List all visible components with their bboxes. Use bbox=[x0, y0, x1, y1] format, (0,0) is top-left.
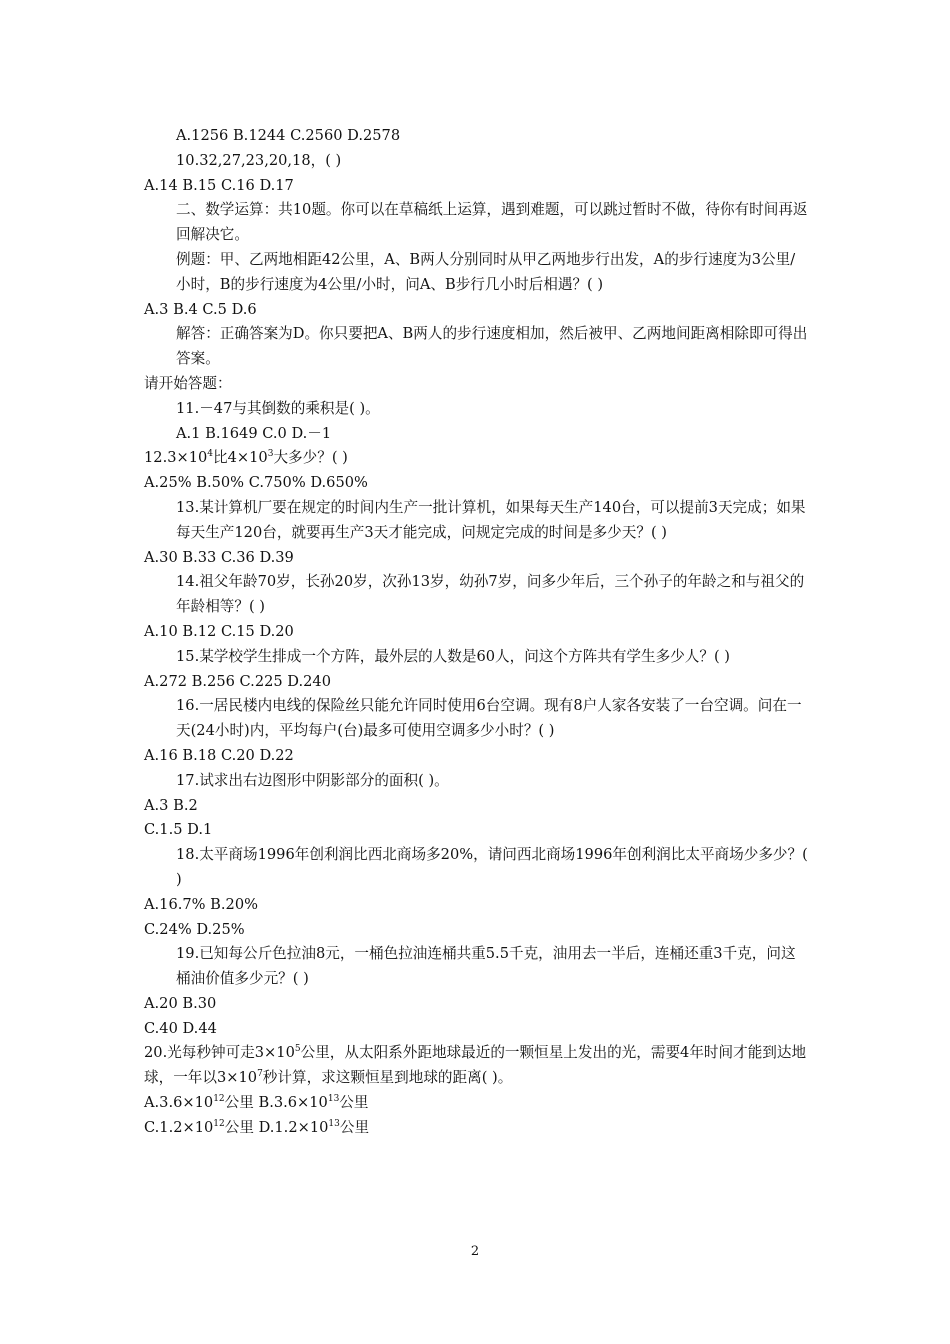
q17-options-cd: C.1.5 D.1 bbox=[144, 821, 213, 839]
q14-text: 14.祖父年龄70岁，长孙20岁，次孙13岁，幼孙7岁，问多少年后，三个孙子的年龄之和与祖父的年龄相等？( ) bbox=[176, 573, 805, 616]
q13-text: 13.某计算机厂要在规定的时间内生产一批计算机，如果每天生产140台，可以提前3天完成；如果每天生产120台，就要再生产3天才能完成，问规定完成的时间是多少天？( ) bbox=[176, 498, 806, 541]
q15-options: A.272 B.256 C.225 D.240 bbox=[144, 672, 331, 690]
q12-text: $12.3\times 10^4$比$4\times 10^3$大多少？( ) bbox=[144, 449, 348, 467]
q11-text: 11.－47与其倒数的乘积是( )。 bbox=[176, 399, 380, 417]
q19-options-cd: C.40 D.44 bbox=[144, 1019, 217, 1037]
q20-options-ab: $A.3.6\times 10^{12}$公里 $B.3.6\times 10^{13}$公里 bbox=[144, 1094, 369, 1112]
q16-text: 16.一居民楼内电线的保险丝只能允许同时使用6台空调。现有8户人家各安装了一台空调。问在一天(24小时)内，平均每户(台)最多可使用空调多少小时？( ) bbox=[176, 697, 802, 740]
q13-options: A.30 B.33 C.36 D.39 bbox=[144, 548, 294, 566]
example-answer: 解答：正确答案为D。你只要把A、B两人的步行速度相加，然后被甲、乙两地间距离相除即可得出答案。 bbox=[176, 325, 808, 368]
page-number: 2 bbox=[470, 1244, 480, 1259]
q20-options-cd: $C.1.2\times 10^{12}$公里 $D.1.2\times 10^{13}$公里 bbox=[144, 1118, 370, 1136]
q20-text: 20.光每秒钟可走$3\times 10^5$公里，从太阳系外距地球最近的一颗恒星上发出的光，需要4年时间才能到达地球，一年以$3\times 10^7$秒计算，求这颗恒星到地球的距离( )。 bbox=[144, 1044, 807, 1087]
example-question: 例题：甲、乙两地相距42公里，A、B两人分别同时从甲乙两地步行出发，A的步行速度为3公里/小时，B的步行速度为4公里/小时，问A、B步行几小时后相遇？( ) bbox=[176, 250, 796, 293]
q18-options-ab: A.16.7% B.20% bbox=[144, 895, 258, 913]
example-options: A.3 B.4 C.5 D.6 bbox=[144, 300, 257, 318]
q17-options-ab: A.3 B.2 bbox=[144, 796, 198, 814]
q19-options-ab: A.20 B.30 bbox=[144, 994, 217, 1012]
start-prompt: 请开始答题： bbox=[144, 374, 232, 392]
q15-text: 15.某学校学生排成一个方阵，最外层的人数是60人，问这个方阵共有学生多少人？( ) bbox=[176, 647, 730, 665]
q10-options: A.14 B.15 C.16 D.17 bbox=[144, 176, 294, 194]
q12-options: A.25% B.50% C.750% D.650% bbox=[144, 474, 368, 492]
q11-options: A.1 B.1649 C.0 D.－1 bbox=[176, 424, 332, 442]
q19-text: 19.已知每公斤色拉油8元，一桶色拉油连桶共重5.5千克，油用去一半后，连桶还重3千克，问这桶油价值多少元？( ) bbox=[176, 945, 796, 988]
q18-text: 18.太平商场1996年创利润比西北商场多20%，请问西北商场1996年创利润比太平商场少多少？( ) bbox=[176, 846, 813, 888]
q10-text: 10.32,27,23,20,18，( ) bbox=[176, 151, 342, 169]
page-content bbox=[144, 124, 813, 1141]
q18-options-cd: C.24% D.25% bbox=[144, 920, 245, 938]
q17-text: 17.试求出右边图形中阴影部分的面积( )。 bbox=[176, 771, 449, 789]
q16-options: A.16 B.18 C.20 D.22 bbox=[144, 746, 294, 764]
q9-options: A.1256 B.1244 C.2560 D.2578 bbox=[176, 127, 401, 144]
section-heading: 二、数学运算：共10题。你可以在草稿纸上运算，遇到难题，可以跳过暂时不做，待你有时间再返回解决它。 bbox=[176, 201, 808, 244]
q14-options: A.10 B.12 C.15 D.20 bbox=[144, 622, 294, 640]
